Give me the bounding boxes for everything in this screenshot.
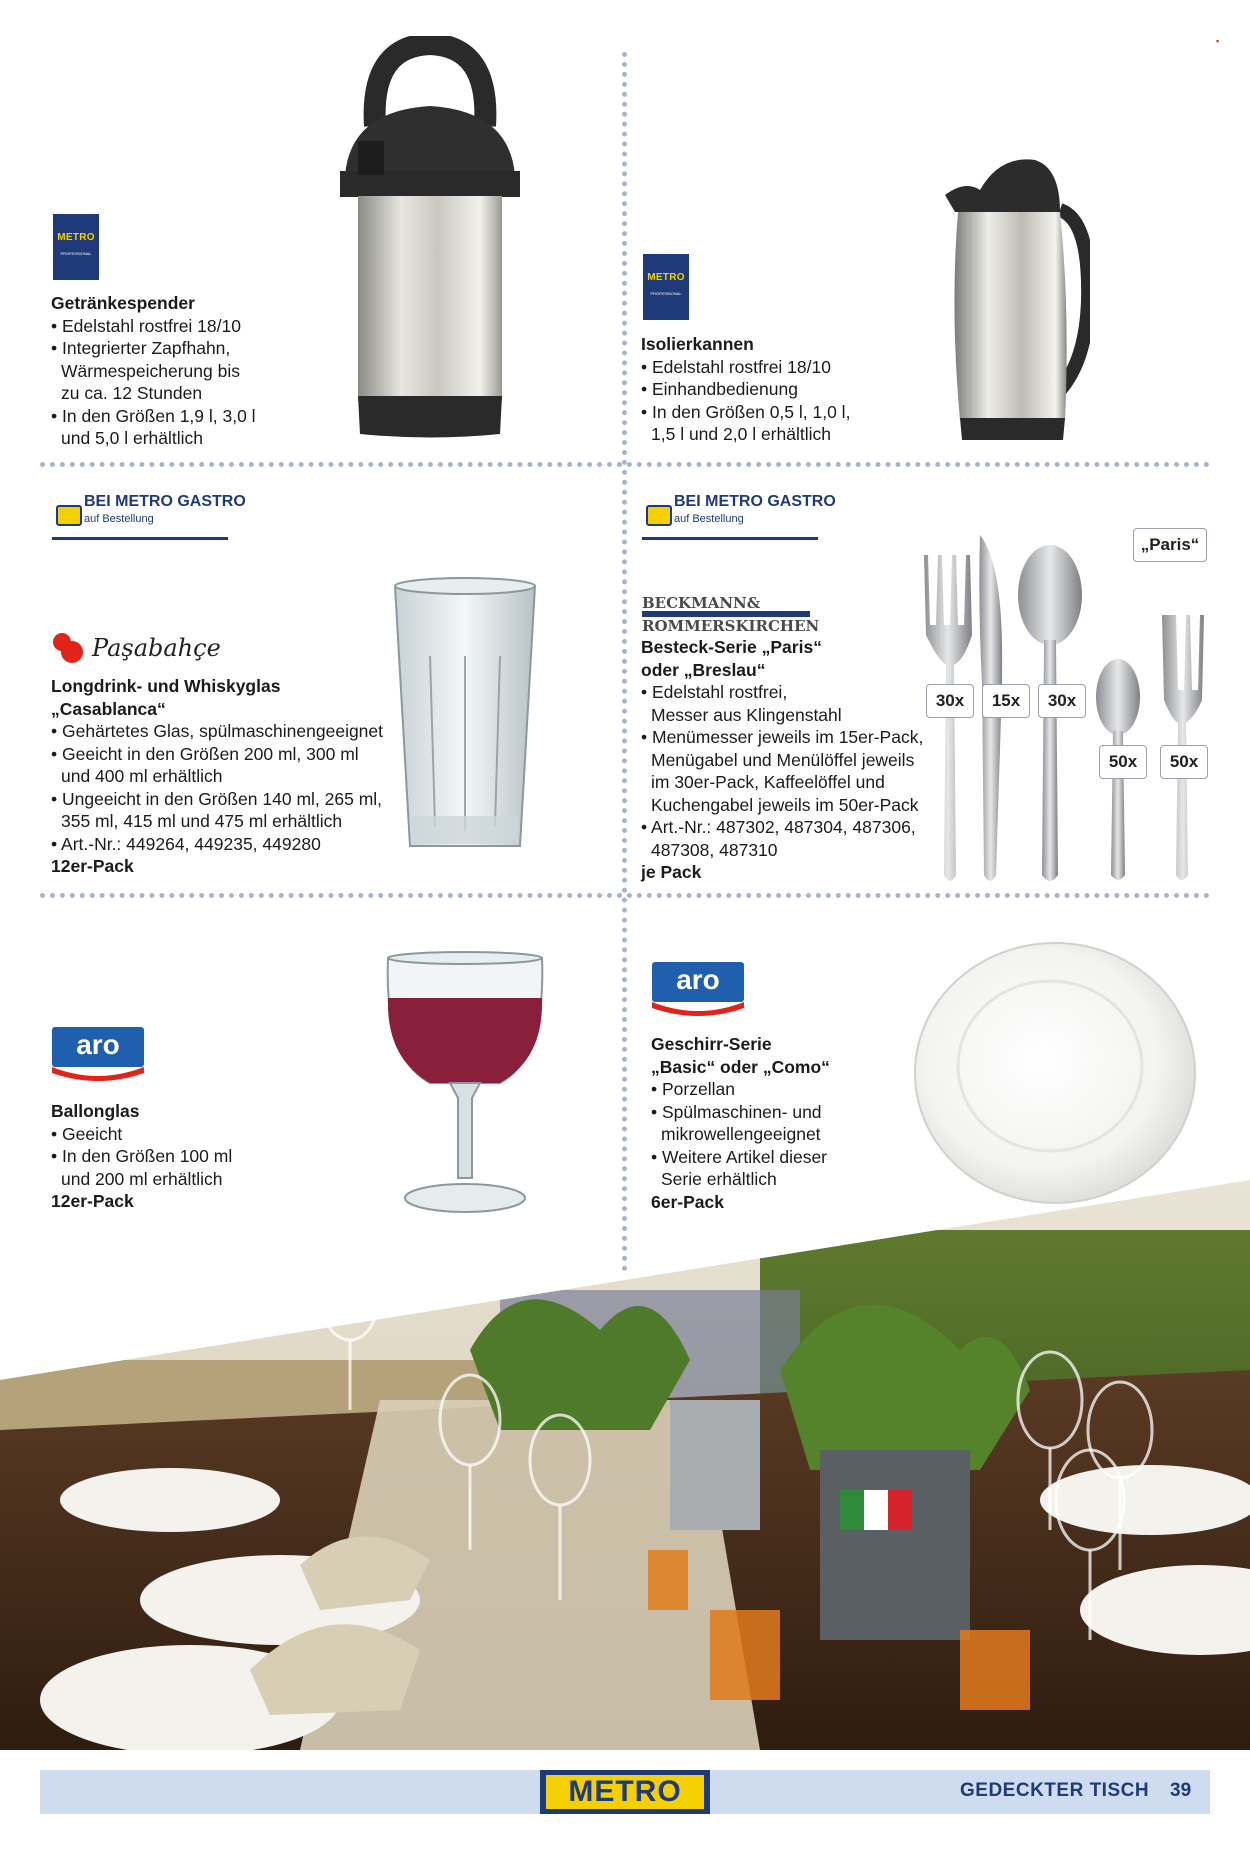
qty-badge: 50x [1160, 745, 1208, 779]
product-name: „Basic“ oder „Como“ [651, 1056, 830, 1077]
metro-professional-logo: METRO PROFESSIONAL [53, 214, 99, 280]
pack-size: je Pack [641, 862, 702, 882]
plate-image [910, 938, 1200, 1208]
bullet: Wärmespeicherung bis [61, 360, 240, 381]
divider-horizontal-1 [40, 462, 1210, 467]
bullet: • In den Größen 100 ml [51, 1146, 233, 1166]
bullet: im 30er-Pack, Kaffeelöffel und [651, 772, 885, 792]
bullet: • Edelstahl rostfrei 18/10 [51, 315, 241, 336]
isolierkannen-text [641, 333, 911, 446]
speech-bubble-icon [646, 505, 672, 526]
aro-swoosh-icon [52, 1063, 144, 1083]
qty-badge: 50x [1099, 745, 1147, 779]
aro-swoosh-icon [652, 998, 744, 1018]
bullet: • Porzellan [651, 1079, 735, 1099]
series-label: „Paris“ [1133, 528, 1207, 562]
product-name: Isolierkannen [641, 334, 754, 354]
bullet: • Geeicht in den Größen 200 ml, 300 ml [51, 743, 359, 764]
pack-size: 6er-Pack [651, 1191, 724, 1212]
bullet: Serie erhältlich [661, 1169, 777, 1189]
casablanca-text [51, 675, 391, 878]
product-name: Geschirr-Serie [651, 1034, 772, 1054]
beckmann-rommerskirchen-logo: BECKMANN& ROMMERSKIRCHEN [642, 594, 820, 635]
product-name: Longdrink- und Whiskyglas [51, 676, 281, 696]
bullet: • Geeicht [51, 1123, 123, 1144]
corner-marker: ▪ [1216, 36, 1220, 46]
bullet: • Menümesser jeweils im 15er-Pack, [641, 727, 924, 747]
bullet: und 5,0 l erhältlich [61, 428, 204, 448]
product-name: Ballonglas [51, 1101, 140, 1121]
insulated-jug-image [940, 150, 1090, 445]
aro-logo: aro [52, 1027, 144, 1081]
bullet: • Einhandbedienung [641, 379, 798, 399]
product-name: oder „Breslau“ [641, 659, 766, 680]
bullet: • Ungeeicht in den Größen 140 ml, 265 ml, [51, 788, 383, 809]
bullet: • Art.-Nr.: 449264, 449235, 449280 [51, 833, 321, 854]
bullet: • Art.-Nr.: 487302, 487304, 487306, [641, 817, 916, 837]
metro-gastro-badge: BEI METRO GASTRO auf Bestellung [642, 483, 818, 540]
bullet: zu ca. 12 Stunden [61, 383, 203, 403]
metro-professional-logo: METRO PROFESSIONAL [643, 254, 689, 320]
pasabahce-mark-icon [50, 630, 86, 666]
product-name: Besteck-Serie „Paris“ [641, 637, 822, 657]
divider-vertical [622, 52, 627, 1272]
qty-badge: 30x [1038, 684, 1086, 718]
bullet: • Edelstahl rostfrei 18/10 [641, 356, 831, 377]
metro-gastro-badge: BEI METRO GASTRO auf Bestellung [52, 483, 228, 540]
qty-badge: 15x [982, 684, 1030, 718]
getraenkespender-text [51, 292, 321, 450]
aro-logo: aro [652, 962, 744, 1016]
longdrink-glass-image [390, 576, 540, 856]
product-name: Getränkespender [51, 293, 195, 313]
pasabahce-logo: Paşabahçe [50, 630, 250, 670]
bullet: • In den Größen 0,5 l, 1,0 l, [641, 401, 851, 422]
pack-size: 12er-Pack [51, 1191, 134, 1211]
bullet: Messer aus Klingenstahl [651, 704, 842, 725]
bullet: mikrowellengeeignet [661, 1124, 821, 1144]
pack-size: 12er-Pack [51, 856, 134, 876]
bullet: • In den Größen 1,9 l, 3,0 l [51, 405, 256, 426]
metro-logo: METRO [540, 1770, 710, 1814]
bullet: und 200 ml erhältlich [61, 1168, 223, 1189]
beverage-dispenser-image [330, 36, 520, 446]
bullet: • Weitere Artikel dieser [651, 1146, 828, 1167]
bullet: 1,5 l und 2,0 l erhältlich [651, 424, 831, 444]
table-setting-photo [0, 1170, 1250, 1750]
qty-badge: 30x [926, 684, 974, 718]
bullet: • Spülmaschinen- und [651, 1101, 822, 1122]
bullet: • Gehärtetes Glas, spülmaschinengeeignet [51, 721, 384, 741]
section-title: GEDECKTER TISCH [960, 1780, 1150, 1801]
bullet: • Edelstahl rostfrei, [641, 682, 788, 702]
bullet: Kuchengabel jeweils im 50er-Pack [651, 794, 919, 815]
bullet: • Integrierter Zapfhahn, [51, 338, 231, 358]
bullet: und 400 ml erhältlich [61, 766, 223, 786]
product-name: „Casablanca“ [51, 698, 166, 719]
besteck-text [641, 636, 941, 884]
speech-bubble-icon [56, 505, 82, 526]
page-number: 39 [1170, 1780, 1192, 1801]
bullet: Menügabel und Menülöffel jeweils [651, 749, 915, 770]
bullet: 355 ml, 415 ml und 475 ml erhältlich [61, 811, 343, 831]
divider-horizontal-2 [40, 893, 1210, 898]
bullet: 487308, 487310 [651, 839, 778, 860]
